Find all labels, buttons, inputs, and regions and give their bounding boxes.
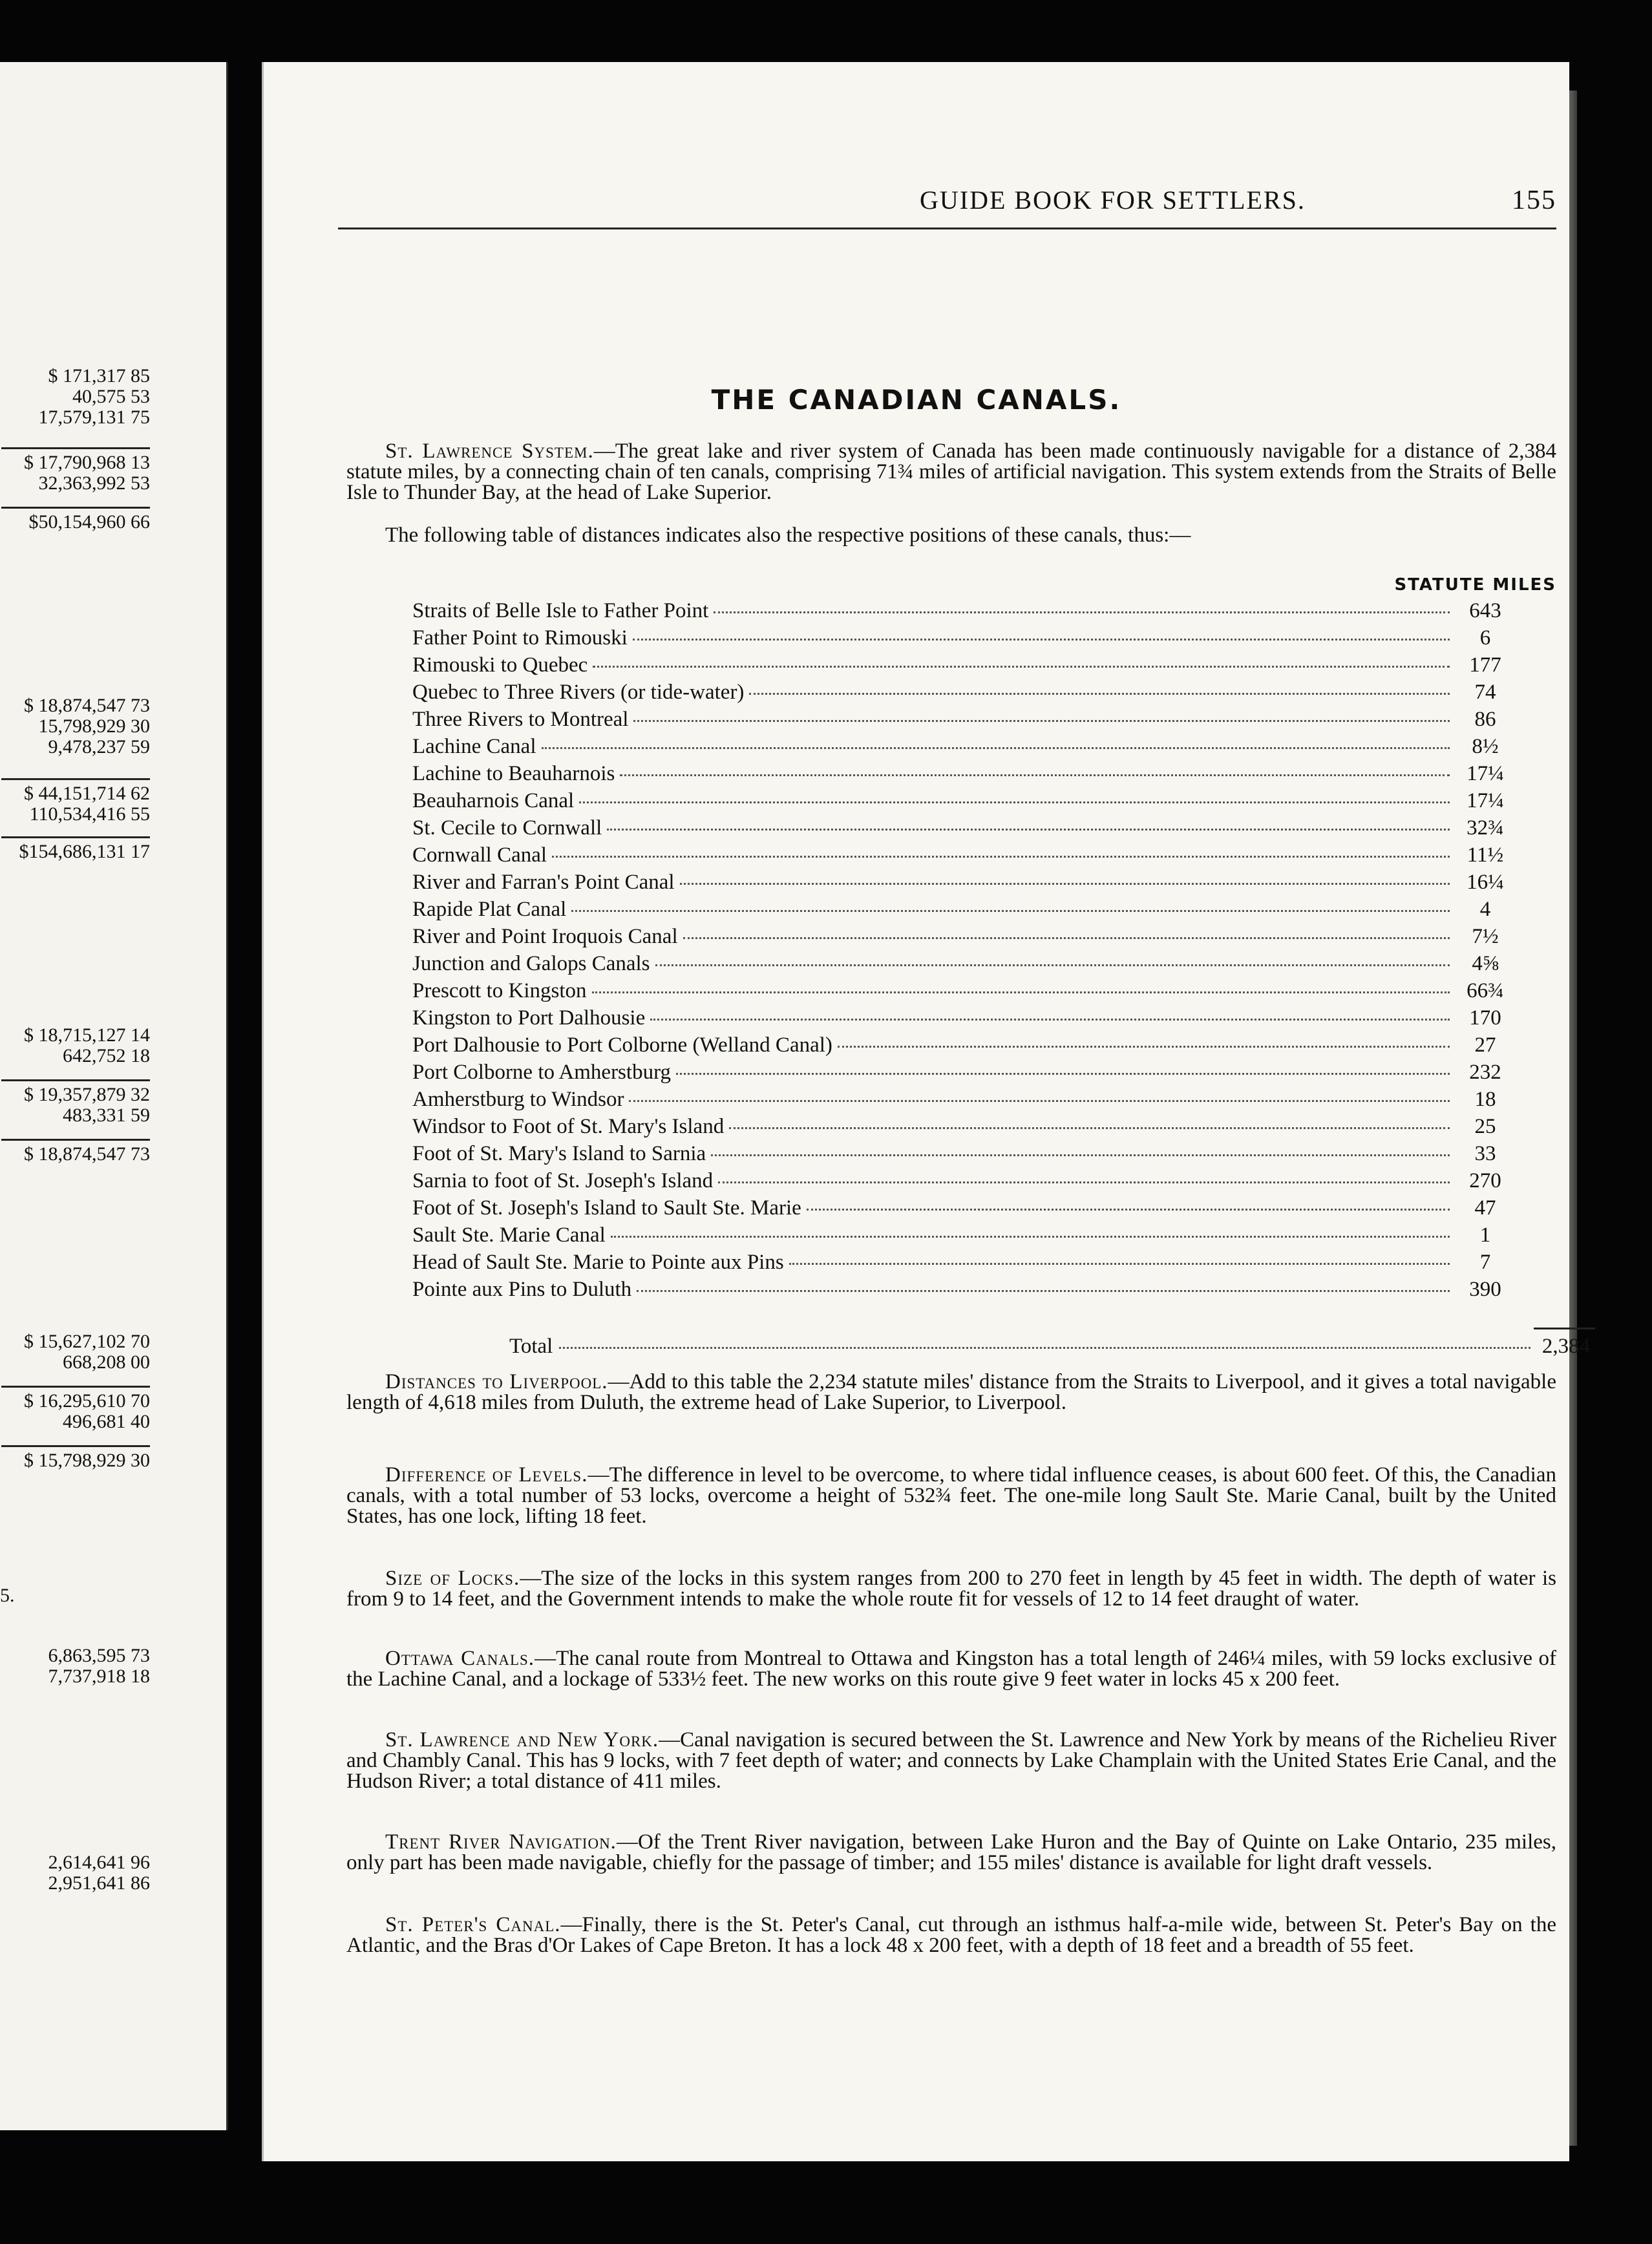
total-label: Total [509,1335,553,1358]
dot-leader [579,779,1450,803]
route-miles: 25 [1474,1115,1496,1138]
route-miles: 17¼ [1467,762,1504,785]
paragraph-text: —Add to this table the 2,234 statute miles' distance from the Straits to Liverpool, and it gives a total navigable length of 4,618 miles from Duluth, the extreme head of Lake Superior, to Liverpool. [346,1370,1556,1414]
dot-leader [655,942,1450,966]
dot-leader [559,1325,1530,1349]
total-value: 2,384 [1541,1335,1591,1358]
dot-leader [714,589,1450,613]
route-name: Kingston to Port Dalhousie [412,1006,646,1030]
book-page [262,62,1591,2161]
table-column-header: STATUTE MILES [1394,575,1556,595]
page-number: 155 [1512,185,1556,215]
route-miles: 66¾ [1467,979,1504,1002]
total-row [509,1329,1602,1356]
route-miles: 4⅝ [1472,952,1499,975]
dot-leader [571,888,1450,912]
left-rule [1,507,150,509]
route-miles: 390 [1469,1278,1501,1301]
dot-leader [807,1187,1450,1211]
paragraph-text: —The great lake and river system of Canada has been made continuously navigable for a distance of 2,384 statute miles, by a connecting chain of ten canals, comprising 71¾ miles of artificial navigation. This system extends from the Straits of Belle Isle to Thunder Bay, at the head of Lake Superior. [346,439,1556,504]
left-figure: 483,331 59 [63,1105,150,1127]
paragraph-difference-of-levels [346,1465,1556,1527]
dot-leader [633,617,1450,640]
route-miles: 11½ [1467,843,1504,867]
left-figures-group [29,512,151,533]
left-figures-group [48,1646,151,1687]
header-rule [338,228,1556,229]
paragraph-text: —The difference in level to be overcome, to where tidal influence ceases, is about 600 feet. Of this, the Canadian canals, with a total number of 53 locks, overcome a height of 532¾ feet. The one-mile long Sault Ste. Marie Canal, built by the United States, has one lock, lifting 18 feet. [346,1463,1557,1528]
left-figures-group [24,783,150,825]
route-name: River and Point Iroquois Canal [412,925,678,948]
left-figure: 496,681 40 [63,1411,150,1433]
paragraph-text: —The canal route from Montreal to Ottawa and Kingston has a total length of 246¼ miles, with 59 locks exclusive of the Lachine Canal, and a lockage of 533½ feet. The new works on this route give 9 feet water in locks 45 x 200 feet. [346,1647,1557,1691]
left-figure: 2,614,641 96 [48,1852,150,1873]
left-figure: $ 44,151,714 62 [24,783,150,804]
paragraph-text: —Of the Trent River navigation, between Lake Huron and the Bay of Quinte on Lake Ontario, 235 miles, only part has been made navigable, chiefly for the passage of timber; and 155 miles' distance is available for light draft vessels. [346,1830,1556,1874]
route-miles: 74 [1474,681,1496,704]
left-figure: 17,579,131 75 [38,407,150,429]
left-figures-group [24,695,150,757]
left-figure: $ 16,295,610 70 [24,1390,150,1412]
route-name: Straits of Belle Isle to Father Point [412,599,709,622]
left-figures-group [48,1852,151,1894]
left-rule [1,1139,150,1141]
left-figure: $ 18,874,547 73 [24,1143,150,1165]
route-name: Sarnia to foot of St. Joseph's Island [412,1169,714,1192]
route-name: St. Cecile to Cornwall [412,816,602,840]
route-miles: 33 [1474,1142,1496,1165]
route-name: Rimouski to Quebec [412,653,588,677]
dot-leader [620,752,1450,776]
left-figures-group [24,1331,150,1373]
left-figure: $50,154,960 66 [28,511,150,533]
route-name: Three Rivers to Montreal [412,708,629,731]
paragraph-ottawa-canals [346,1648,1556,1689]
dot-leader [592,969,1450,993]
route-name: Rapide Plat Canal [412,898,567,921]
left-figure: 32,363,992 53 [38,472,150,494]
route-name: Lachine Canal [412,735,536,758]
left-figures-group [24,452,150,494]
route-name: Lachine to Beauharnois [412,762,615,785]
intro-paragraph [346,441,1556,503]
dot-leader [637,1268,1450,1292]
section-title: THE CANADIAN CANALS. [711,384,1122,416]
left-figures-group [24,1144,150,1165]
route-name: Beauharnois Canal [412,789,575,812]
left-figure: $ 18,715,127 14 [24,1024,150,1046]
route-name: Father Point to Rimouski [412,626,628,650]
left-figure: $154,686,131 17 [19,841,150,862]
dot-leader [683,915,1450,939]
route-miles: 18 [1474,1088,1496,1111]
route-name: Amherstburg to Windsor [412,1088,624,1111]
table-row [412,1272,1521,1299]
dot-leader [676,1051,1450,1075]
distance-table [412,593,1521,1299]
route-name: Foot of St. Mary's Island to Sarnia [412,1142,706,1165]
left-figure: $ 19,357,879 32 [24,1084,150,1105]
route-name: River and Farran's Point Canal [412,871,675,894]
dot-leader [607,807,1450,831]
route-name: Junction and Galops Canals [412,952,650,975]
route-miles: 270 [1469,1169,1501,1192]
dot-leader [749,671,1450,695]
route-name: Foot of St. Joseph's Island to Sault Ste. Marie [412,1196,801,1220]
route-miles: 6 [1479,626,1491,650]
paragraph-lead: Trent River Navigation. [385,1830,617,1854]
dot-leader [650,997,1450,1021]
left-figures-group [24,1391,150,1432]
dot-leader [711,1132,1450,1156]
paragraph-trent-river-navigation [346,1832,1556,1873]
left-figure: 15,798,929 30 [38,715,150,737]
left-figure: 642,752 18 [63,1045,150,1067]
left-figure: 668,208 00 [63,1351,150,1373]
left-figures-group [24,1085,150,1126]
route-name: Port Colborne to Amherstburg [412,1061,671,1084]
paragraph-lead: Distances to Liverpool. [385,1370,608,1393]
route-miles: 86 [1474,708,1496,731]
dot-leader [552,834,1450,858]
dot-leader [838,1024,1450,1048]
route-miles: 177 [1469,653,1501,677]
left-rule [1,1079,150,1081]
dot-leader [593,644,1450,668]
route-miles: 47 [1474,1196,1496,1220]
route-miles: 7 [1479,1251,1491,1274]
left-figure: $ 15,627,102 70 [24,1331,150,1352]
route-name: Head of Sault Ste. Marie to Pointe aux Pins [412,1251,784,1274]
paragraph-lead: Size of Locks. [385,1567,520,1590]
route-miles: 8½ [1472,735,1499,758]
left-figures-group [39,366,151,428]
left-rule [1,778,150,780]
dot-leader [629,1078,1450,1102]
left-figure: $ 15,798,929 30 [24,1450,150,1471]
paragraph-text: —Finally, there is the St. Peter's Canal, cut through an isthmus half-a-mile wide, between St. Peter's Bay on the Atlantic, and the Bras d'Or Lakes of Cape Breton. It has a lock 48 x 200 feet, with a depth of 18 feet and a breadth of 55 feet. [346,1913,1556,1957]
dot-leader [680,861,1450,885]
left-figure: 7,737,918 18 [48,1666,150,1688]
paragraph-lead: Ottawa Canals. [385,1647,535,1670]
left-figure: $ 17,790,968 13 [24,452,150,473]
left-figures-group [24,1025,150,1066]
paragraph-text: The following table of distances indicates also the respective positions of these canals, thus:— [385,524,1191,547]
route-miles: 4 [1479,898,1491,921]
route-name: Prescott to Kingston [412,979,587,1002]
left-rule [1,447,150,449]
paragraph-st-peters-canal [346,1914,1556,1956]
dot-leader [633,698,1450,722]
left-figure: 110,534,416 55 [29,803,150,825]
paragraph-lead: St. Peter's Canal. [385,1913,561,1936]
route-miles: 232 [1469,1061,1501,1084]
dot-leader [729,1105,1450,1129]
left-figure: 9,478,237 59 [48,736,150,758]
dot-leader [718,1159,1450,1183]
route-miles: 7½ [1472,925,1499,948]
intro-paragraph-2 [346,525,1556,545]
route-miles: 170 [1469,1006,1501,1030]
left-figure: 2,951,641 86 [48,1872,150,1894]
route-name: Windsor to Foot of St. Mary's Island [412,1115,725,1138]
route-miles: 16¼ [1467,871,1504,894]
paragraph-distances-to-liverpool [346,1371,1556,1413]
route-miles: 643 [1469,599,1501,622]
dot-leader [542,725,1450,749]
running-title: GUIDE BOOK FOR SETTLERS. [920,185,1306,215]
route-miles: 32¾ [1467,816,1504,840]
route-name: Sault Ste. Marie Canal [412,1223,606,1247]
left-figures-group [19,841,151,862]
left-rule [1,836,150,838]
paragraph-st-lawrence-and-new-york [346,1730,1556,1792]
route-miles: 1 [1479,1223,1491,1247]
route-name: Cornwall Canal [412,843,547,867]
left-figure: $ 171,317 85 [48,365,150,386]
paragraph-size-of-locks [346,1568,1556,1609]
left-rule [1,1445,150,1447]
paragraph-lead: Difference of Levels. [385,1463,588,1487]
route-name: Quebec to Three Rivers (or tide-water) [412,681,745,704]
route-name: Pointe aux Pins to Duluth [412,1278,632,1301]
paragraph-lead: St. Lawrence System. [385,439,594,463]
left-figure: 6,863,595 73 [48,1645,150,1666]
route-miles: 17¼ [1467,789,1504,812]
left-figures-group [24,1450,150,1471]
paragraph-text: —Canal navigation is secured between the St. Lawrence and New York by means of the Richelieu River and Chambly Canal. This has 9 locks, with 7 feet depth of water; and connects by Lake Champlain with the United States Erie Canal, and the Hudson River; a total distance of 411 miles. [346,1728,1556,1793]
left-figure: 40,575 53 [72,386,150,408]
paragraph-lead: St. Lawrence and New York. [385,1728,659,1752]
dot-leader [611,1214,1450,1238]
route-miles: 27 [1474,1033,1496,1057]
left-rule [1,1386,150,1388]
left-edge-text: 5. [0,1585,15,1606]
previous-page-fragment [0,62,228,2130]
dot-leader [789,1241,1450,1265]
left-figure: $ 18,874,547 73 [24,695,150,716]
route-name: Port Dalhousie to Port Colborne (Welland Canal) [412,1033,832,1057]
paragraph-text: —The size of the locks in this system ranges from 200 to 270 feet in length by 45 feet in width. The depth of water is from 9 to 14 feet, and the Government intends to make the whole route fit for vessels of 12 to 14 feet draught of water. [346,1567,1556,1611]
